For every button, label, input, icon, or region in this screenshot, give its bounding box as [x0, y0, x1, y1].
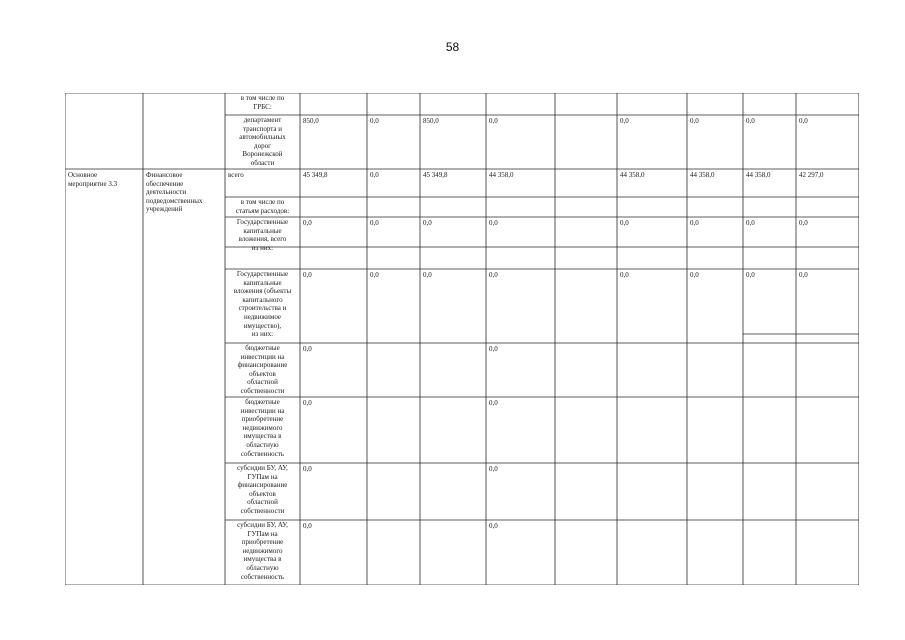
grbs-value: 850,0	[303, 117, 319, 125]
event-label: Основное мероприятие 3.3	[68, 171, 118, 188]
subsidy-acq-value: 0,0	[303, 522, 312, 530]
capital-objects-value: 0,0	[423, 271, 432, 279]
capital-objects-value: 0,0	[489, 271, 498, 279]
of-them-label: из них:	[251, 244, 274, 252]
table-grid	[65, 93, 859, 585]
grbs-value: 0,0	[489, 117, 498, 125]
subsidy-acq-value: 0,0	[489, 522, 498, 530]
total-value: 44 358,0	[620, 171, 645, 179]
grbs-value: 0,0	[746, 117, 755, 125]
capital-value: 0,0	[690, 219, 699, 227]
capital-objects-value: 0,0	[746, 271, 755, 279]
capital-value: 0,0	[370, 219, 379, 227]
capital-value: 0,0	[799, 219, 808, 227]
page-number: 58	[445, 40, 460, 54]
capital-objects-value: 0,0	[620, 271, 629, 279]
capital-value: 0,0	[620, 219, 629, 227]
capital-objects-value: 0,0	[370, 271, 379, 279]
grbs-header-label: в том числе по ГРБС:	[240, 94, 285, 111]
grbs-value: 850,0	[423, 117, 439, 125]
subsidy-fin-value: 0,0	[489, 465, 498, 473]
budget-fin-value: 0,0	[303, 345, 312, 353]
capital-value: 0,0	[489, 219, 498, 227]
capital-value: 0,0	[423, 219, 432, 227]
budget-acq-label: бюджетные инвестиции на приобретение недвижимого имущества в областную собственность	[240, 398, 285, 458]
capital-label: Государственные капитальные вложения, всего	[236, 218, 289, 244]
grbs-value: 0,0	[620, 117, 629, 125]
capital-objects-label: Государственные капитальные вложения (объекты капитального строительства и недвижимое имущество), из них:	[233, 270, 292, 339]
capital-value: 0,0	[746, 219, 755, 227]
total-value: 44 358,0	[746, 171, 771, 179]
budget-fin-label: бюджетные инвестиции на финансирование объектов областной собственности	[237, 344, 288, 395]
capital-objects-value: 0,0	[690, 271, 699, 279]
total-label: всего	[228, 171, 244, 179]
subsidy-acq-label: субсидии БУ, АУ, ГУПам на приобретение недвижимого имущества в областную собственность	[237, 521, 288, 581]
subsidy-fin-value: 0,0	[303, 465, 312, 473]
total-value: 42 297,0	[799, 171, 824, 179]
by-items-label: в том числе по статьям расходов:	[235, 198, 290, 215]
grbs-value: 0,0	[799, 117, 808, 125]
subsidy-fin-label: субсидии БУ, АУ, ГУПам на финансирование объектов областной собственности	[237, 464, 288, 515]
total-value: 44 358,0	[690, 171, 715, 179]
budget-fin-value: 0,0	[489, 345, 498, 353]
budget-table	[65, 93, 859, 585]
capital-objects-value: 0,0	[303, 271, 312, 279]
grbs-value: 0,0	[690, 117, 699, 125]
grbs-value: 0,0	[370, 117, 379, 125]
event-name: Финансовое обеспечение деятельности подведомственных учреждений	[146, 171, 203, 214]
capital-objects-value: 0,0	[799, 271, 808, 279]
total-value: 45 349,8	[423, 171, 448, 179]
budget-acq-value: 0,0	[489, 399, 498, 407]
grbs-department-label: департамент транспорта и автомобильных дорог Воронежской области	[239, 116, 286, 167]
total-value: 0,0	[370, 171, 379, 179]
capital-value: 0,0	[303, 219, 312, 227]
total-value: 45 349,8	[303, 171, 328, 179]
budget-acq-value: 0,0	[303, 399, 312, 407]
total-value: 44 358,0	[489, 171, 514, 179]
